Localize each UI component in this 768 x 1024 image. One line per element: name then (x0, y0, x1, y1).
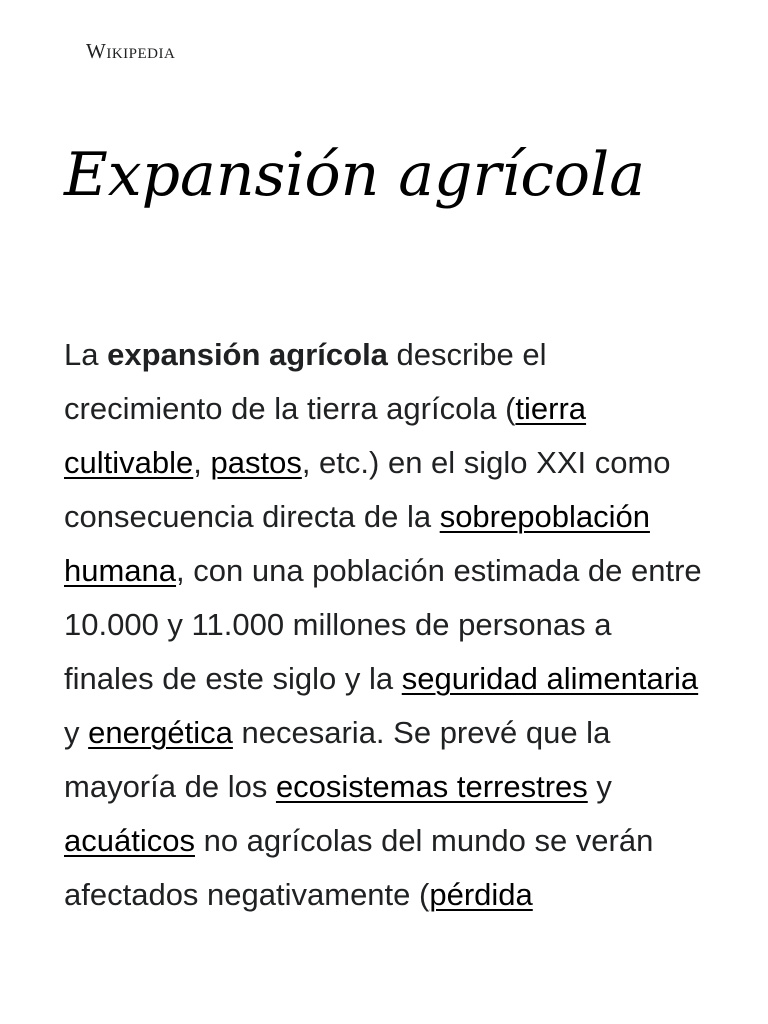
link-acuaticos[interactable]: acuáticos (64, 823, 195, 858)
paragraph-text: no agrícolas del mundo se verán afectados negativamente ( (64, 823, 654, 912)
paragraph-text: y (587, 769, 612, 804)
link-ecosistemas-terrestres[interactable]: ecosistemas terrestres (275, 769, 588, 804)
paragraph-text: describe el crecimiento de la tierra agrícola ( (64, 337, 547, 426)
site-header (86, 36, 175, 66)
bold-term: expansión agrícola (107, 337, 388, 372)
page-title: Expansión agrícola (64, 140, 646, 210)
link-seguridad-alimentaria[interactable]: seguridad alimentaria (401, 661, 699, 696)
link-tierra-cultivable[interactable]: tierra cultivable (64, 391, 587, 480)
paragraph-text: , (193, 445, 211, 480)
paragraph-text: necesaria. Se prevé que la mayoría de los (64, 715, 611, 804)
link-sobrepoblacion-humana[interactable]: sobrepoblación humana (64, 499, 650, 588)
paragraph-text: , con una población estimada de entre 10.000 y 11.000 millones de personas a finales de este siglo y la (64, 553, 702, 696)
paragraph-text: La (64, 337, 108, 372)
article-paragraph (64, 328, 704, 922)
link-energetica[interactable]: energética (88, 715, 233, 750)
paragraph-text: , etc.) en el siglo XXI como consecuencia directa de la (64, 445, 671, 534)
paragraph-text: y (64, 715, 89, 750)
link-pastos[interactable]: pastos (210, 445, 302, 480)
wikipedia-wordmark-logo[interactable]: Wikipedia (86, 39, 176, 63)
link-perdida[interactable]: pérdida (429, 877, 533, 912)
